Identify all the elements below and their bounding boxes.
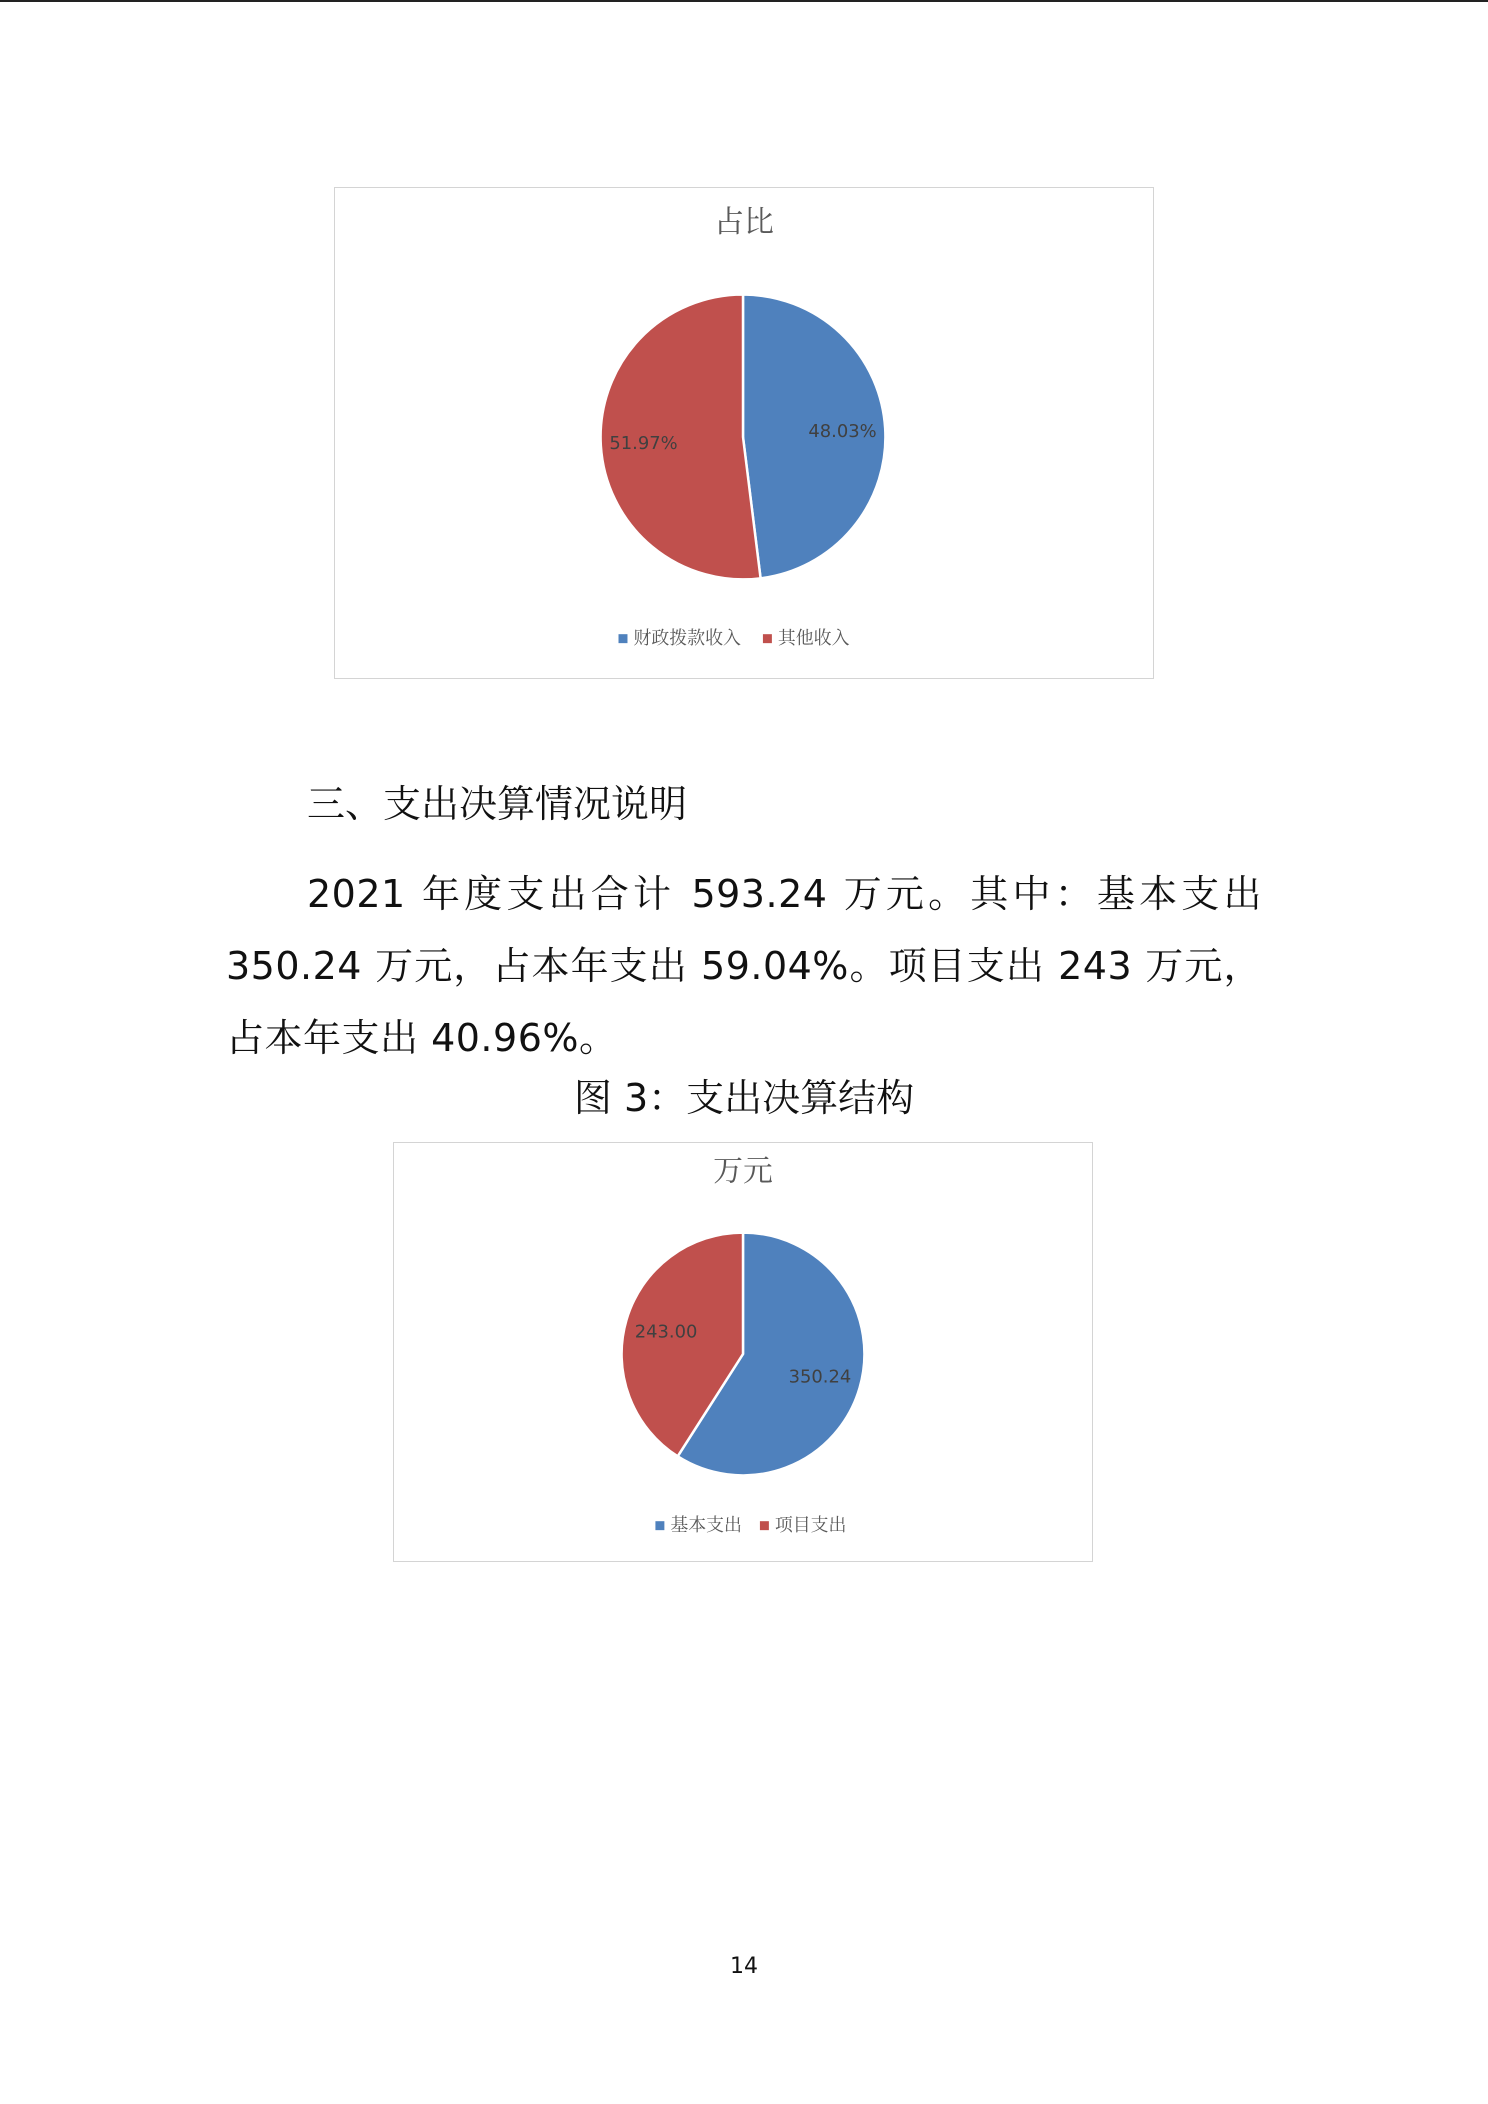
data-label-2: 51.97% [609,433,678,455]
data-label-1: 48.03% [808,420,877,442]
legend-swatch-2 [763,634,772,643]
chart-title: 占比 [714,204,774,240]
legend-label-1: 基本支出 [670,1515,742,1537]
legend-swatch-1 [655,1521,664,1530]
section-heading: 三、支出决算情况说明 [307,782,688,826]
figure-caption: 图 3：支出决算结构 [573,1076,915,1120]
legend-label-1: 财政拨款收入 [633,628,741,650]
top-border-line [0,0,1488,2]
expenditure-paragraph: 2021 年度支出合计 593.24 万元。其中：基本支出 350.24 万元，占本年支出 59.04%。项目支出 243 万元，占本年支出 40.96%。 [226,872,1262,1060]
chart-title: 万元 [713,1153,773,1189]
legend-label-2: 项目支出 [774,1515,847,1537]
legend-label-2: 其他收入 [777,628,850,650]
legend-swatch-2 [760,1521,769,1530]
legend-swatch-1 [619,634,628,643]
expenditure-pie-svg [394,1143,1092,1561]
data-label-2: 243.00 [634,1321,698,1343]
data-label-1: 350.24 [788,1366,852,1388]
income-share-pie-chart [334,187,1154,679]
income-share-pie-svg [335,188,1153,678]
expenditure-structure-pie-chart [393,1142,1093,1562]
page-number: 14 [730,1954,758,1979]
